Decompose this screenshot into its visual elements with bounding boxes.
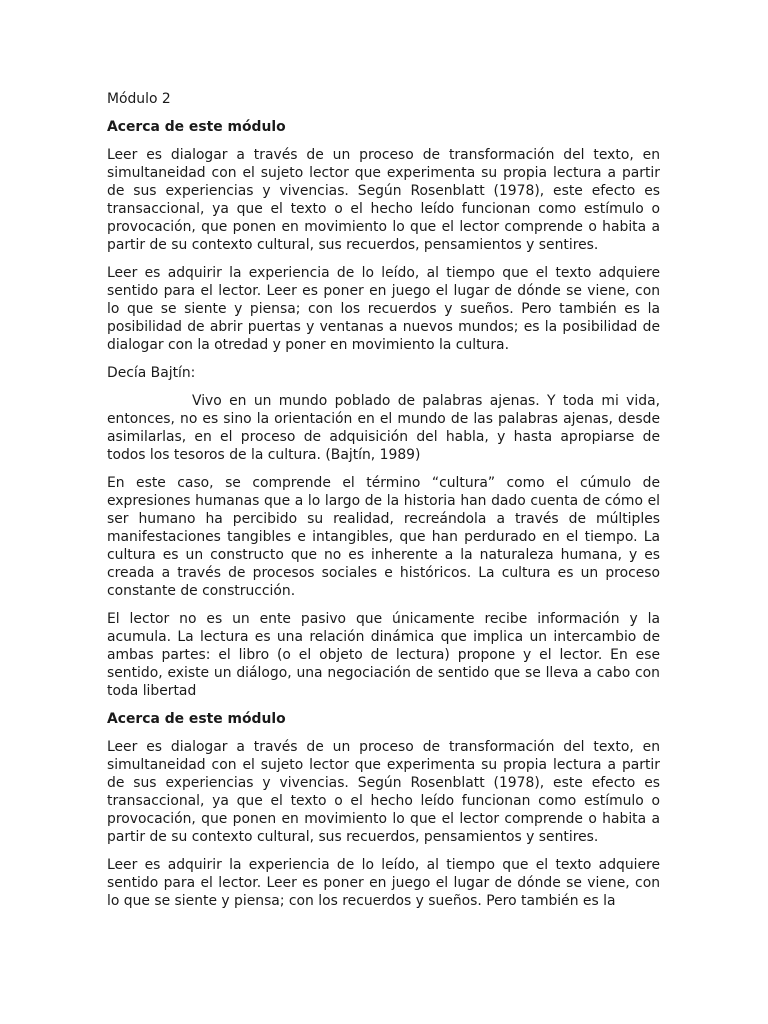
paragraph: Leer es dialogar a través de un proceso de transformación del texto, en simultaneidad con el sujeto lector que experimenta su propia lectura a partir de sus experiencias y vivencias. Según Rosenblatt (1978), este efecto es transaccional, ya que el texto o el hecho leído funcionan como estímulo o provocación, que ponen en movimiento lo que el lector comprende o habita a partir de su contexto cultural, sus recuerdos, pensamientos y sentires. xyxy=(107,147,660,253)
paragraph: Leer es adquirir la experiencia de lo leído, al tiempo que el texto adquiere sentido para el lector. Leer es poner en juego el lugar de dónde se viene, con lo que se siente y piensa; con los recuerdos y sueños. Pero también es la posibilidad de abrir puertas y ventanas a nuevos mundos; es la posibilidad de dialogar con la otredad y poner en movimiento la cultura. xyxy=(107,265,660,353)
block-quote: Vivo en un mundo poblado de palabras ajenas. Y toda mi vida, entonces, no es sino la orientación en el mundo de las palabras ajenas, desde asimilarlas, en el proceso de adquisición del habla, y hasta apropiarse de todos los tesoros de la cultura. (Bajtín, 1989) xyxy=(107,393,660,463)
document-body xyxy=(107,90,660,920)
paragraph: En este caso, se comprende el término “cultura” como el cúmulo de expresiones humanas que a lo largo de la historia han dado cuenta de cómo el ser humano ha percibido su realidad, recreándola a través de múltiples manifestaciones tangibles e intangibles, que han perdurado en el tiempo. La cultura es un constructo que no es inherente a la naturaleza humana, y es creada a través de procesos sociales e históricos. La cultura es un proceso constante de construcción. xyxy=(107,475,660,599)
section-heading: Acerca de este módulo xyxy=(107,119,286,135)
module-label: Módulo 2 xyxy=(107,91,171,107)
section-heading: Acerca de este módulo xyxy=(107,711,286,727)
paragraph: Leer es adquirir la experiencia de lo leído, al tiempo que el texto adquiere sentido para el lector. Leer es poner en juego el lugar de dónde se viene, con lo que se siente y piensa; con los recuerdos y sueños. Pero también es la xyxy=(107,857,660,909)
quote-intro: Decía Bajtín: xyxy=(107,365,196,381)
paragraph: Leer es dialogar a través de un proceso de transformación del texto, en simultaneidad con el sujeto lector que experimenta su propia lectura a partir de sus experiencias y vivencias. Según Rosenblatt (1978), este efecto es transaccional, ya que el texto o el hecho leído funcionan como estímulo o provocación, que ponen en movimiento lo que el lector comprende o habita a partir de su contexto cultural, sus recuerdos, pensamientos y sentires. xyxy=(107,739,660,845)
paragraph: El lector no es un ente pasivo que únicamente recibe información y la acumula. La lectura es una relación dinámica que implica un intercambio de ambas partes: el libro (o el objeto de lectura) propone y el lector. En ese sentido, existe un diálogo, una negociación de sentido que se lleva a cabo con toda libertad xyxy=(107,611,660,699)
